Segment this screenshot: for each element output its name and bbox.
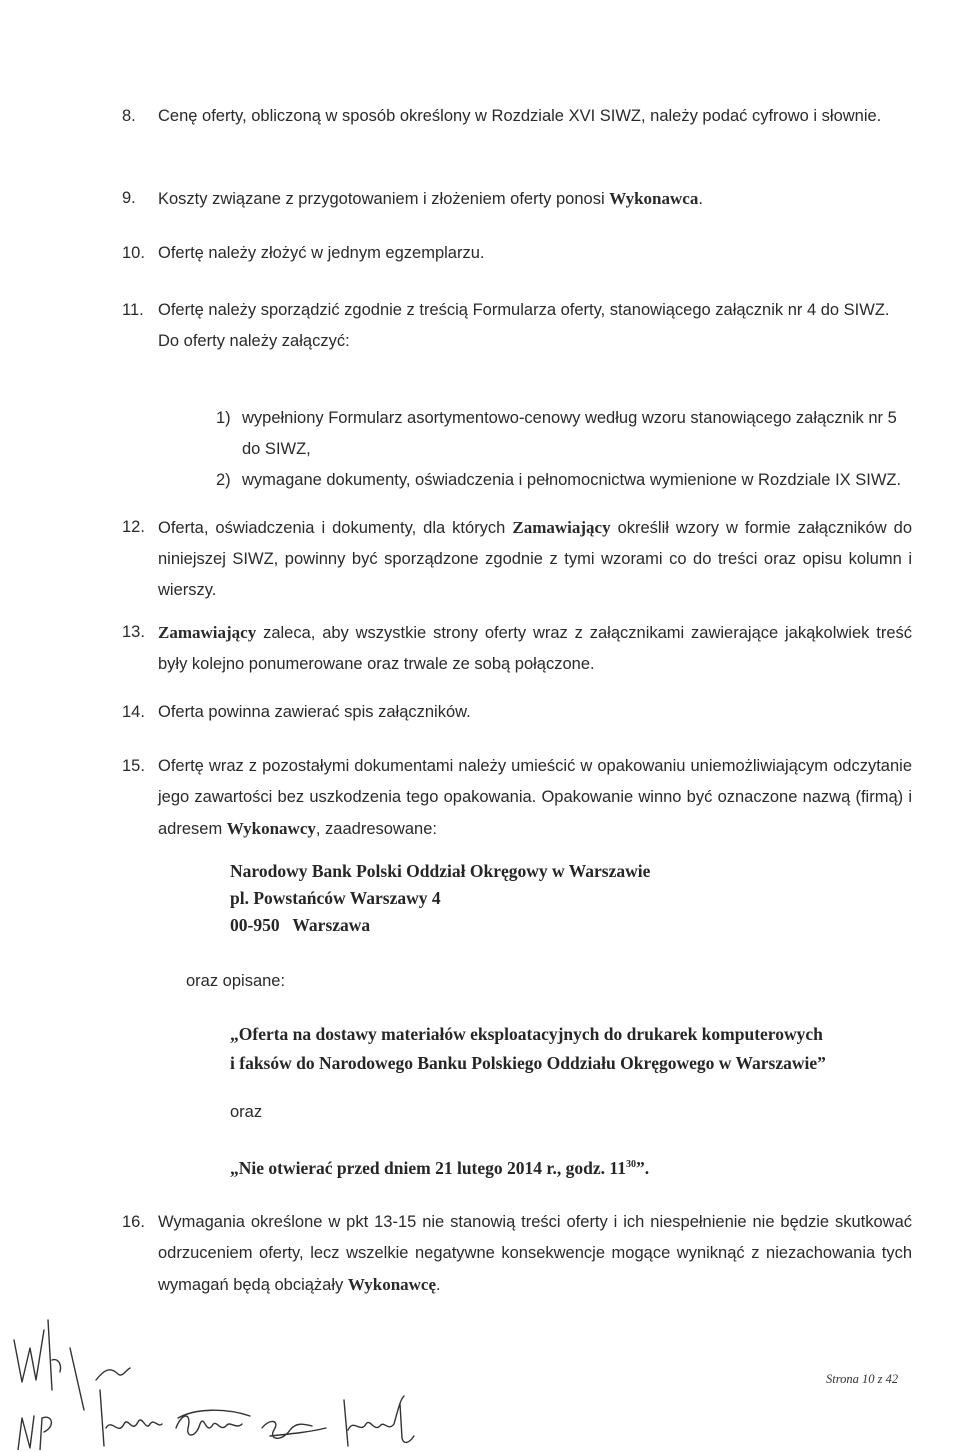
list-item-11 bbox=[122, 295, 912, 357]
item-text: Ofertę należy złożyć w jednym egzemplarzu. bbox=[158, 244, 485, 262]
signature-stroke bbox=[106, 1420, 162, 1428]
list-item-16 bbox=[122, 1207, 912, 1301]
item-text-continued: Do oferty należy załączyć: bbox=[158, 332, 350, 350]
item-text: Koszty związane z przygotowaniem i złożeniem oferty ponosi Wykonawca. bbox=[158, 189, 703, 208]
item-text: Oferta, oświadczenia i dokumenty, dla których Zamawiający określił wzory w formie załączników do niniejszej SIWZ, powinny być sporządzone zgodnie z tymi wzorami co do treści oraz opisu kolumn i wierszy. bbox=[158, 518, 912, 599]
and-label: oraz bbox=[230, 1103, 263, 1121]
list-item-13 bbox=[122, 617, 912, 680]
sub-item-number: 1) bbox=[216, 409, 231, 427]
list-item-9 bbox=[122, 183, 912, 215]
signature-stroke bbox=[178, 1410, 250, 1418]
item-number: 10. bbox=[122, 244, 145, 262]
item-number: 13. bbox=[122, 623, 145, 641]
item-text: Zamawiający zaleca, aby wszystkie strony oferty wraz z załącznikami zawierające jakąkolwiek treść były kolejno ponumerowane oraz trwale ze sobą połączone. bbox=[158, 623, 912, 673]
described-label: oraz opisane: bbox=[186, 972, 286, 990]
list-item-15 bbox=[122, 751, 912, 845]
page-number: Strona 10 z 42 bbox=[826, 1372, 899, 1386]
list-item-14 bbox=[122, 697, 912, 728]
item-text: Cenę oferty, obliczoną w sposób określony w Rozdziale XVI SIWZ, należy podać cyfrowo i słownie. bbox=[158, 107, 882, 125]
item-number: 11. bbox=[122, 301, 144, 319]
signature-stroke bbox=[14, 1330, 44, 1382]
sub-item-text: wypełniony Formularz asortymentowo-cenowy według wzoru stanowiącego załącznik nr 5 do SIWZ, bbox=[242, 409, 897, 458]
signature-stroke bbox=[270, 1428, 326, 1436]
quote-line-2: i faksów do Narodowego Banku Polskiego Oddziału Okręgowego w Warszawie” bbox=[230, 1053, 826, 1073]
address-line-2: pl. Powstańców Warszawy 4 bbox=[230, 888, 441, 908]
item-number: 9. bbox=[122, 189, 136, 207]
sub-item-2 bbox=[216, 465, 912, 496]
item-number: 14. bbox=[122, 703, 145, 721]
do-not-open-quote: „Nie otwierać przed dniem 21 lutego 2014 r., godz. $11^{30}$”. bbox=[230, 1157, 650, 1178]
signature-stroke bbox=[96, 1368, 130, 1380]
signature-stroke bbox=[176, 1416, 242, 1435]
item-number: 16. bbox=[122, 1213, 145, 1231]
item-number: 12. bbox=[122, 518, 145, 536]
sub-item-number: 2) bbox=[216, 471, 231, 489]
item-text: Wymagania określone w pkt 13-15 nie stanowią treści oferty i ich niespełnienie nie będzie skutkować odrzuceniem oferty, lecz wszelkie negatywne konsekwencje mogące wyniknąć z niezachowania tych wymagań będą obciążały Wykonawcę. bbox=[158, 1213, 912, 1294]
bold-term: Wykonawcy bbox=[226, 819, 316, 838]
bold-term: Wykonawcę bbox=[347, 1275, 437, 1294]
address-line-1: Narodowy Bank Polski Oddział Okręgowy w Warszawie bbox=[230, 861, 651, 881]
bold-term: Zamawiający bbox=[158, 623, 257, 642]
bold-term: Zamawiający bbox=[512, 518, 611, 537]
signature-stroke bbox=[48, 1320, 52, 1390]
address-block bbox=[230, 858, 650, 939]
item-number: 8. bbox=[122, 107, 136, 125]
sub-item-1 bbox=[216, 403, 912, 465]
item-text: Ofertę wraz z pozostałymi dokumentami należy umieścić w opakowaniu uniemożliwiającym odczytanie jego zawartości bez uszkodzenia tego opakowania. Opakowanie winno być oznaczone nazwą (firmą) i adresem Wykonawcy, zaadresowane: bbox=[158, 757, 912, 838]
sub-item-text: wymagane dokumenty, oświadczenia i pełnomocnictwa wymienione w Rozdziale IX SIWZ. bbox=[242, 471, 902, 489]
quote-line-1: „Oferta na dostawy materiałów eksploatacyjnych do drukarek komputerowych bbox=[230, 1024, 823, 1044]
list-item-10 bbox=[122, 238, 912, 269]
signature-stroke bbox=[400, 1404, 414, 1442]
envelope-label-quote bbox=[230, 1020, 920, 1078]
list-item-8 bbox=[122, 101, 912, 132]
signature-stroke bbox=[344, 1400, 348, 1446]
signature-stroke bbox=[348, 1396, 404, 1430]
item-text: Oferta powinna zawierać spis załączników. bbox=[158, 703, 471, 721]
item-number: 15. bbox=[122, 757, 145, 775]
signature-stroke bbox=[18, 1416, 34, 1450]
signature-stroke bbox=[40, 1417, 51, 1450]
address-line-3: 00-950 Warszawa bbox=[230, 915, 371, 935]
item-text: Ofertę należy sporządzić zgodnie z treścią Formularza oferty, stanowiącego załącznik nr 4 do SIWZ. bbox=[158, 301, 890, 319]
signature-stroke bbox=[52, 1360, 61, 1372]
handwritten-signatures-image bbox=[0, 1300, 520, 1450]
signature-stroke bbox=[100, 1390, 104, 1446]
bold-term: Wykonawca bbox=[609, 189, 699, 208]
list-item-12 bbox=[122, 512, 912, 606]
signature-stroke bbox=[70, 1348, 84, 1410]
